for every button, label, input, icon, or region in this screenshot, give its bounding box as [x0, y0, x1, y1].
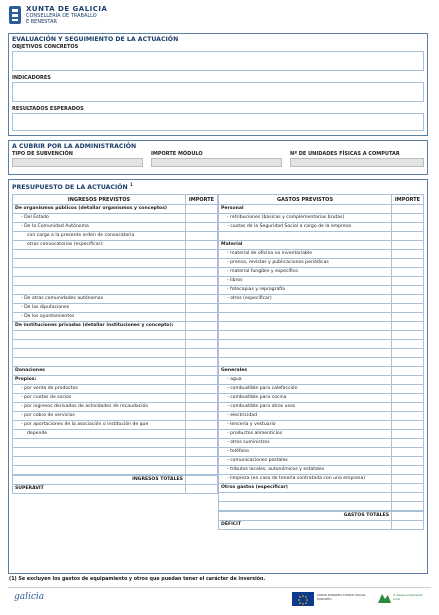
budget-title-text: PRESUPUESTO DE LA ACTUACIÓN [12, 184, 128, 192]
objectives-field[interactable] [12, 51, 424, 71]
rural-development-logo-icon [376, 591, 392, 605]
income-label-por-cobro-de-servicios: - por cobro de servicios [13, 412, 186, 421]
expense-row [219, 304, 424, 313]
budget-title [9, 180, 427, 192]
expense-amount-field[interactable] [392, 475, 424, 484]
income-row [13, 277, 218, 286]
expense-amount-field[interactable] [392, 466, 424, 475]
income-row [13, 295, 218, 304]
indicators-field[interactable] [12, 82, 424, 102]
dept-line-2: E BENESTAR [26, 19, 57, 25]
income-row [13, 385, 218, 394]
expense-amount-field[interactable] [392, 223, 424, 232]
expense-total-field[interactable] [392, 512, 424, 521]
expense-amount-field[interactable] [392, 232, 424, 241]
income-amount-field[interactable] [186, 466, 218, 475]
income-row [13, 376, 218, 385]
expense-row [219, 223, 424, 232]
income-row [13, 403, 218, 412]
expense-row [219, 313, 424, 322]
expense-row [219, 457, 424, 466]
income-row [13, 421, 218, 430]
expense-label-agua: - agua [219, 376, 392, 385]
surplus-label: SUPERÁVIT [13, 485, 186, 494]
income-label-donaciones: Donaciones [13, 367, 186, 376]
income-amount-field[interactable] [186, 340, 218, 349]
expense-amount-field[interactable] [392, 484, 424, 493]
expense-amount-field[interactable] [392, 412, 424, 421]
income-label-por-aportaciones-de-la-asociac: - por aportaciones de la asociación o institución de que [13, 421, 186, 430]
income-label-por-cuotas-de-socios: - por cuotas de socios [13, 394, 186, 403]
income-label-blank-29[interactable] [13, 466, 186, 475]
expense-total-label: GASTOS TOTALES [219, 512, 392, 521]
income-amount-field[interactable] [186, 403, 218, 412]
income-label-de-instituciones-privadas-deta: De instituciones privadas (detallar instituciones y concepto): [13, 322, 186, 331]
expense-label-generales: Generales [219, 367, 392, 376]
expense-label-comunicaciones-postales: - comunicaciones postales [219, 457, 392, 466]
income-row [13, 268, 218, 277]
expense-row [219, 421, 424, 430]
expense-amount-field[interactable] [392, 502, 424, 511]
expense-label-otros-gastos-especificar: Otros gastos (especificar) [219, 484, 392, 493]
expense-row [219, 277, 424, 286]
expense-row [219, 295, 424, 304]
income-label-blank-5[interactable] [13, 250, 186, 259]
subsidy-type-field[interactable] [12, 158, 143, 167]
expense-row [219, 349, 424, 358]
income-amount-field[interactable] [186, 259, 218, 268]
income-row [13, 232, 218, 241]
expense-amount-field[interactable] [392, 322, 424, 331]
expense-row [219, 268, 424, 277]
expense-amount-field[interactable] [392, 304, 424, 313]
expense-row [219, 403, 424, 412]
expense-row [219, 250, 424, 259]
footnote: (1) Se excluyen los gastos de equipamiento y otros que puedan tener el carácter de inversión. [9, 577, 266, 582]
expense-amount-field[interactable] [392, 277, 424, 286]
income-label-por-ingresos-derivados-de-acti: - por ingresos derivados de actividades de recaudación [13, 403, 186, 412]
expense-amount-field[interactable] [392, 493, 424, 502]
income-label-blank-26[interactable] [13, 439, 186, 448]
expense-amount-field[interactable] [392, 385, 424, 394]
org-name: XUNTA DE GALICIA [26, 5, 108, 13]
expense-label-material-fungible-y-especifico: - material fungible y específico [219, 268, 392, 277]
income-label-con-cargo-a-la-presente-orden-: con cargo a la presente orden de convocatoria [13, 232, 186, 241]
results-field[interactable] [12, 113, 424, 131]
module-amount-field[interactable] [151, 158, 282, 167]
expense-label-combustible-para-calefaccion: - combustible para calefacción [219, 385, 392, 394]
income-label-blank-17[interactable] [13, 358, 186, 367]
income-row [13, 214, 218, 223]
expense-amount-field[interactable] [392, 358, 424, 367]
expense-label-otros-suministros: - otros suministros [219, 439, 392, 448]
expense-row [219, 241, 424, 250]
expense-row [219, 259, 424, 268]
expense-row [219, 430, 424, 439]
expense-header: GASTOS PREVISTOS [219, 195, 392, 205]
income-amount-field[interactable] [186, 286, 218, 295]
expense-amount-field[interactable] [392, 259, 424, 268]
income-label-blank-8[interactable] [13, 277, 186, 286]
budget-section [8, 179, 428, 574]
expense-amount-field[interactable] [392, 421, 424, 430]
deficit-field[interactable] [392, 521, 424, 530]
income-amount-field[interactable] [186, 277, 218, 286]
income-amount-field[interactable] [186, 313, 218, 322]
evaluation-section [8, 33, 428, 136]
expense-label-tributos-locales-autonomicos-y: - tributos locales, autonómicos y estatales [219, 466, 392, 475]
income-row [13, 349, 218, 358]
income-label-blank-7[interactable] [13, 268, 186, 277]
admin-section [8, 140, 428, 175]
income-row [13, 340, 218, 349]
income-row [13, 331, 218, 340]
results-label: RESULTADOS ESPERADOS [12, 106, 84, 112]
expense-amount-field[interactable] [392, 268, 424, 277]
income-row [13, 241, 218, 250]
expense-amount-field[interactable] [392, 430, 424, 439]
expense-label-telefono: - teléfono [219, 448, 392, 457]
income-row [13, 394, 218, 403]
income-row [13, 223, 218, 232]
income-amount-field[interactable] [186, 214, 218, 223]
expense-label-blank-16[interactable] [219, 349, 392, 358]
expense-row [219, 205, 424, 214]
footnote-mark: 1 [129, 182, 133, 187]
expense-amount-field[interactable] [392, 376, 424, 385]
income-label-depende: depende [13, 430, 186, 439]
income-amount-field[interactable] [186, 358, 218, 367]
expense-row [219, 376, 424, 385]
expense-row [219, 412, 424, 421]
expense-amount-field[interactable] [392, 367, 424, 376]
expense-label-electricidad: - electricidad [219, 412, 392, 421]
expense-label-material: Material [219, 241, 392, 250]
expense-label-limpieza-en-caso-de-tenerla-co: - limpieza (en caso de tenerla contratada con una empresa) [219, 475, 392, 484]
income-amount-field[interactable] [186, 304, 218, 313]
expense-amount-field[interactable] [392, 241, 424, 250]
objectives-label: OBJETIVOS CONCRETOS [12, 44, 79, 50]
income-amount-field[interactable] [186, 412, 218, 421]
income-total-label: INGRESOS TOTALES [13, 476, 186, 485]
expense-row [219, 502, 424, 511]
expense-label-blank-13[interactable] [219, 322, 392, 331]
expense-label-blank-33[interactable] [219, 502, 392, 511]
galicia-logo: galicia [14, 592, 45, 602]
income-row [13, 466, 218, 475]
expense-label-combustible-para-cocina: - combustible para cocina [219, 394, 392, 403]
income-label-blank-27[interactable] [13, 448, 186, 457]
expense-amount-field[interactable] [392, 340, 424, 349]
income-label-de-la-comunidad-autonoma: - De la Comunidad Autónoma [13, 223, 186, 232]
expense-label-otros-especificar: - otros (especificar) [219, 295, 392, 304]
expense-row [219, 358, 424, 367]
admin-title: A CUBRIR POR LA ADMINISTRACIÓN [12, 143, 137, 150]
income-total-field[interactable] [186, 476, 218, 485]
income-row [13, 448, 218, 457]
expense-amount-header: IMPORTE [392, 195, 424, 205]
expense-row [219, 340, 424, 349]
expense-amount-field[interactable] [392, 205, 424, 214]
income-label-del-estado: - Del Estado [13, 214, 186, 223]
footer-divider [8, 587, 431, 588]
income-label-de-otras-comunidades-autonomas: - De otras comunidades autónomas [13, 295, 186, 304]
income-amount-field[interactable] [186, 223, 218, 232]
expense-label-blank-32[interactable] [219, 493, 392, 502]
income-label-propios: Propios: [13, 376, 186, 385]
expense-amount-field[interactable] [392, 286, 424, 295]
expense-row [219, 331, 424, 340]
income-label-por-venta-de-productos: - por venta de productos [13, 385, 186, 394]
expense-row [219, 322, 424, 331]
expense-label-blank-3[interactable] [219, 232, 392, 241]
expense-amount-field[interactable] [392, 403, 424, 412]
income-row [13, 313, 218, 322]
expense-label-productos-alimenticios: - productos alimenticios [219, 430, 392, 439]
expense-row [219, 385, 424, 394]
income-row [13, 439, 218, 448]
expense-label-cuotas-de-la-seguridad-social-: - cuotas de la Seguridad Social a cargo de la empresa [219, 223, 392, 232]
expense-label-libros: - libros [219, 277, 392, 286]
income-label-blank-6[interactable] [13, 259, 186, 268]
income-amount-field[interactable] [186, 250, 218, 259]
expense-amount-field[interactable] [392, 457, 424, 466]
expense-amount-field[interactable] [392, 439, 424, 448]
income-row [13, 259, 218, 268]
income-amount-field[interactable] [186, 349, 218, 358]
expense-amount-field[interactable] [392, 331, 424, 340]
expense-label-personal: Personal [219, 205, 392, 214]
income-row [13, 457, 218, 466]
expense-label-combustible-para-otros-usos: - combustible para otros usos [219, 403, 392, 412]
income-label-blank-28[interactable] [13, 457, 186, 466]
income-label-blank-15[interactable] [13, 340, 186, 349]
expense-row [219, 466, 424, 475]
income-row [13, 304, 218, 313]
expense-row [219, 286, 424, 295]
expense-label-retribuciones-basicas-y-comple: - retribuciones (básicas y complementarias brutas) [219, 214, 392, 223]
expense-row [219, 448, 424, 457]
expense-label-fotocopias-y-reprografia: - fotocopias y reprografía [219, 286, 392, 295]
eu-fund-text: UNIÓN EUROPEA FONDO SOCIAL EUROPEO [317, 593, 367, 601]
expense-amount-field[interactable] [392, 349, 424, 358]
expense-amount-field[interactable] [392, 214, 424, 223]
income-amount-field[interactable] [186, 394, 218, 403]
income-label-de-organismos-publicos-detalla: De organismos públicos (detallar organismos y conceptos) [13, 205, 186, 214]
income-row [13, 367, 218, 376]
expense-row [219, 367, 424, 376]
income-amount-field[interactable] [186, 232, 218, 241]
expense-amount-field[interactable] [392, 250, 424, 259]
income-row [13, 286, 218, 295]
income-amount-field[interactable] [186, 331, 218, 340]
expense-label-blank-17[interactable] [219, 358, 392, 367]
income-label-blank-14[interactable] [13, 331, 186, 340]
income-row [13, 205, 218, 214]
dept-line-1: CONSELLERÍA DE TRABALLO [26, 13, 97, 19]
income-amount-field[interactable] [186, 430, 218, 439]
income-row [13, 358, 218, 367]
income-label-de-las-diputaciones: - De las diputaciones [13, 304, 186, 313]
income-amount-field[interactable] [186, 421, 218, 430]
expense-amount-field[interactable] [392, 295, 424, 304]
surplus-field[interactable] [186, 485, 218, 494]
income-label-de-los-ayuntamientos: - De los ayuntamientos [13, 313, 186, 322]
expense-row [219, 439, 424, 448]
expense-label-blank-12[interactable] [219, 313, 392, 322]
income-amount-field[interactable] [186, 376, 218, 385]
income-amount-field[interactable] [186, 448, 218, 457]
expense-table [218, 194, 424, 530]
expense-row [219, 484, 424, 493]
eu-flag-icon [292, 592, 314, 606]
income-label-otras-convocatorias-especifica: otras convocatorias (especificar): [13, 241, 186, 250]
evaluation-title: EVALUACIÓN Y SEGUIMIENTO DE LA ACTUACIÓN [12, 36, 179, 43]
header [8, 5, 107, 27]
physical-units-label: Nº DE UNIDADES FÍSICAS A COMPUTAR [290, 151, 400, 157]
rural-development-text: O desenvolvemento rural [393, 593, 424, 601]
deficit-label: DÉFICIT [219, 521, 392, 530]
income-header: INGRESOS PREVISTOS [13, 195, 186, 205]
xunta-crest-icon [8, 5, 22, 25]
expense-label-lenceria-y-vestuario: - lencería y vestuario [219, 421, 392, 430]
expense-label-prensa-revistas-y-publicacione: - prensa, revistas y publicaciones periódicas [219, 259, 392, 268]
income-amount-field[interactable] [186, 268, 218, 277]
income-row [13, 322, 218, 331]
expense-label-blank-15[interactable] [219, 340, 392, 349]
income-amount-field[interactable] [186, 205, 218, 214]
income-amount-field[interactable] [186, 385, 218, 394]
expense-row [219, 232, 424, 241]
expense-row [219, 394, 424, 403]
expense-label-blank-14[interactable] [219, 331, 392, 340]
income-row [13, 250, 218, 259]
expense-row [219, 475, 424, 484]
income-table [12, 194, 218, 530]
income-amount-header: IMPORTE [186, 195, 218, 205]
income-amount-field[interactable] [186, 295, 218, 304]
module-amount-label: IMPORTE MÓDULO [151, 151, 203, 157]
income-label-blank-16[interactable] [13, 349, 186, 358]
subsidy-type-label: TIPO DE SUBVENCIÓN [12, 151, 73, 157]
income-amount-field[interactable] [186, 457, 218, 466]
income-row [13, 430, 218, 439]
income-row [13, 412, 218, 421]
expense-amount-field[interactable] [392, 394, 424, 403]
expense-amount-field[interactable] [392, 448, 424, 457]
expense-amount-field[interactable] [392, 313, 424, 322]
indicators-label: INDICADORES [12, 75, 51, 81]
income-amount-field[interactable] [186, 439, 218, 448]
income-amount-field[interactable] [186, 241, 218, 250]
expense-label-blank-11[interactable] [219, 304, 392, 313]
physical-units-field[interactable] [290, 158, 424, 167]
expense-row [219, 214, 424, 223]
expense-row [219, 493, 424, 502]
income-label-blank-9[interactable] [13, 286, 186, 295]
income-amount-field[interactable] [186, 322, 218, 331]
expense-label-material-de-oficina-no-inventa: - material de oficina no inventariable [219, 250, 392, 259]
income-amount-field[interactable] [186, 367, 218, 376]
